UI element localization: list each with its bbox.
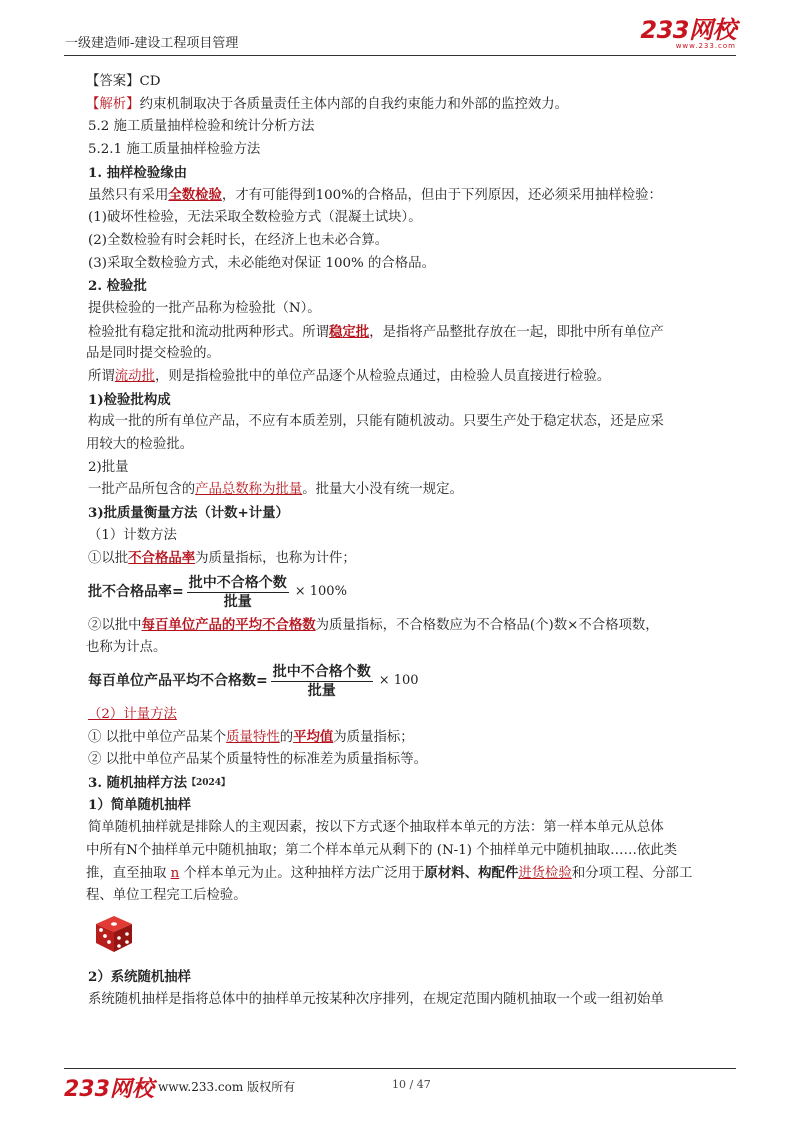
subheading: 2)批量 [88,459,129,475]
paragraph-cont: 品是同时提交检验的。 [86,346,220,362]
paragraph: 虽然只有采用全数检验，才有可能得到100%的合格品，但由于下列原因，还必须采用抽样检验： [88,187,662,204]
paragraph-cont: 也称为计点。 [86,639,167,655]
list-item: (3)采取全数检验方式，未必能绝对保证 100% 的合格品。 [88,255,435,271]
document-body [88,71,728,1012]
key-term: 流动批 [114,368,155,384]
key-term: 产品总数称为批量 [195,482,303,498]
heading-random-sampling: 3. 随机抽样方法$^{【2024】}$ [88,774,231,791]
list-item: ② 以批中单位产品某个质量特性的标准差为质量指标等。 [88,751,428,767]
dice-icon [92,914,136,954]
key-term: 每百单位产品的平均不合格数 [141,617,316,634]
footer-copyright: www.233.com 版权所有 [158,1080,296,1094]
subheading: 2）系统随机抽样 [88,969,192,986]
analysis-line: 【解析】约束机制取决于各质量责任主体内部的自我约束能力和外部的监控效力。 [86,96,569,112]
paragraph: 简单随机抽样就是排除人的主观因素，按以下方式逐个抽取样本单元的方法：第一样本单元从总体 [88,819,664,835]
paragraph: 提供检验的一批产品称为检验批（N）。 [88,300,321,316]
header-title: 一级建造师-建设工程项目管理 [65,36,239,51]
brand-logo [640,18,736,50]
paragraph: 系统随机抽样是指将总体中的抽样单元按某种次序排列，在规定范围内随机抽取一个或一组初始单 [88,992,664,1008]
heading-5-2: 5.2 施工质量抽样检验和统计分析方法 [88,119,315,135]
heading-inspection-batch: 2. 检验批 [88,278,147,295]
heading-sampling-reason: 1. 抽样检验缘由 [88,164,187,181]
subheading: 1）简单随机抽样 [88,797,192,814]
formula-defects-per-hundred: 每百单位产品平均不合格数= $\frac{\text{批中不合格个数}}{\text{批量}}$ × 100 [88,664,419,699]
paragraph-cont: 程、单位工程完工后检验。 [86,888,247,903]
paragraph: 所谓流动批，则是指检验批中的单位产品逐个从检验点通过，由检验人员直接进行检验。 [88,368,611,384]
method-label: （1）计数方法 [88,527,177,543]
paragraph-cont: 用较大的检验批。 [86,437,194,452]
key-term: 进货检验 [518,866,572,882]
formula-defect-rate: 批不合格品率= $\frac{\text{批中不合格个数}}{\text{批量}}$ × 100% [88,574,347,610]
paragraph: ①以批不合格品率为质量指标，也称为计件； [88,550,356,567]
key-term: 稳定批 [329,323,370,340]
list-item: (1)破坏性检验，无法采取全数检验方式（混凝土试块）。 [88,210,422,226]
list-item: ① 以批中单位产品某个质量特性的平均值为质量指标； [88,729,414,746]
key-term: 质量特性 [226,730,280,746]
subheading: 3)批质量衡量方法（计数+计量） [88,505,289,522]
page-number: 10 / 47 [392,1078,431,1091]
year-tag: 【2024】 [186,777,231,788]
answer-line: 【答案】CD [86,74,161,89]
paragraph: 一批产品所包含的产品总数称为批量。批量大小没有统一规定。 [88,482,463,498]
paragraph-cont: 中所有N个抽样单元中随机抽取；第二个样本单元从剩下的 (N-1) 个抽样单元中随机抽取……依此类 [86,842,678,858]
paragraph: 检验批有稳定批和流动批两种形式。所谓稳定批，是指将产品整批存放在一起，即批中所有单位产 [88,323,664,340]
list-item: (2)全数检验有时会耗时长，在经济上也未必合算。 [88,232,389,248]
footer-logo: 233网校 [64,1077,154,1102]
logo-url: www.233.com [675,42,736,50]
subheading: 1)检验批构成 [88,391,171,408]
paragraph-cont: 推，直至抽取 n 个样本单元为止。这种抽样方法广泛用于原材料、构配件进货检验和分项工程、分部工 [86,865,693,882]
key-term: 全数检验 [168,187,222,204]
method-label-measurement: （2）计量方法 [88,706,177,722]
key-term: 不合格品率 [128,550,196,567]
header-rule [64,55,736,56]
footer-rule [64,1068,736,1069]
paragraph: ②以批中每百单位产品的平均不合格数为质量指标，不合格数应为不合格品(个)数×不合格项数， [88,617,659,634]
heading-5-2-1: 5.2.1 施工质量抽样检验方法 [88,142,261,158]
paragraph: 构成一批的所有单位产品，不应有本质差别，只能有随机波动。只要生产处于稳定状态，还是应采 [88,414,664,430]
key-term: 平均值 [293,729,334,746]
logo-text: 233网校 [640,16,736,44]
